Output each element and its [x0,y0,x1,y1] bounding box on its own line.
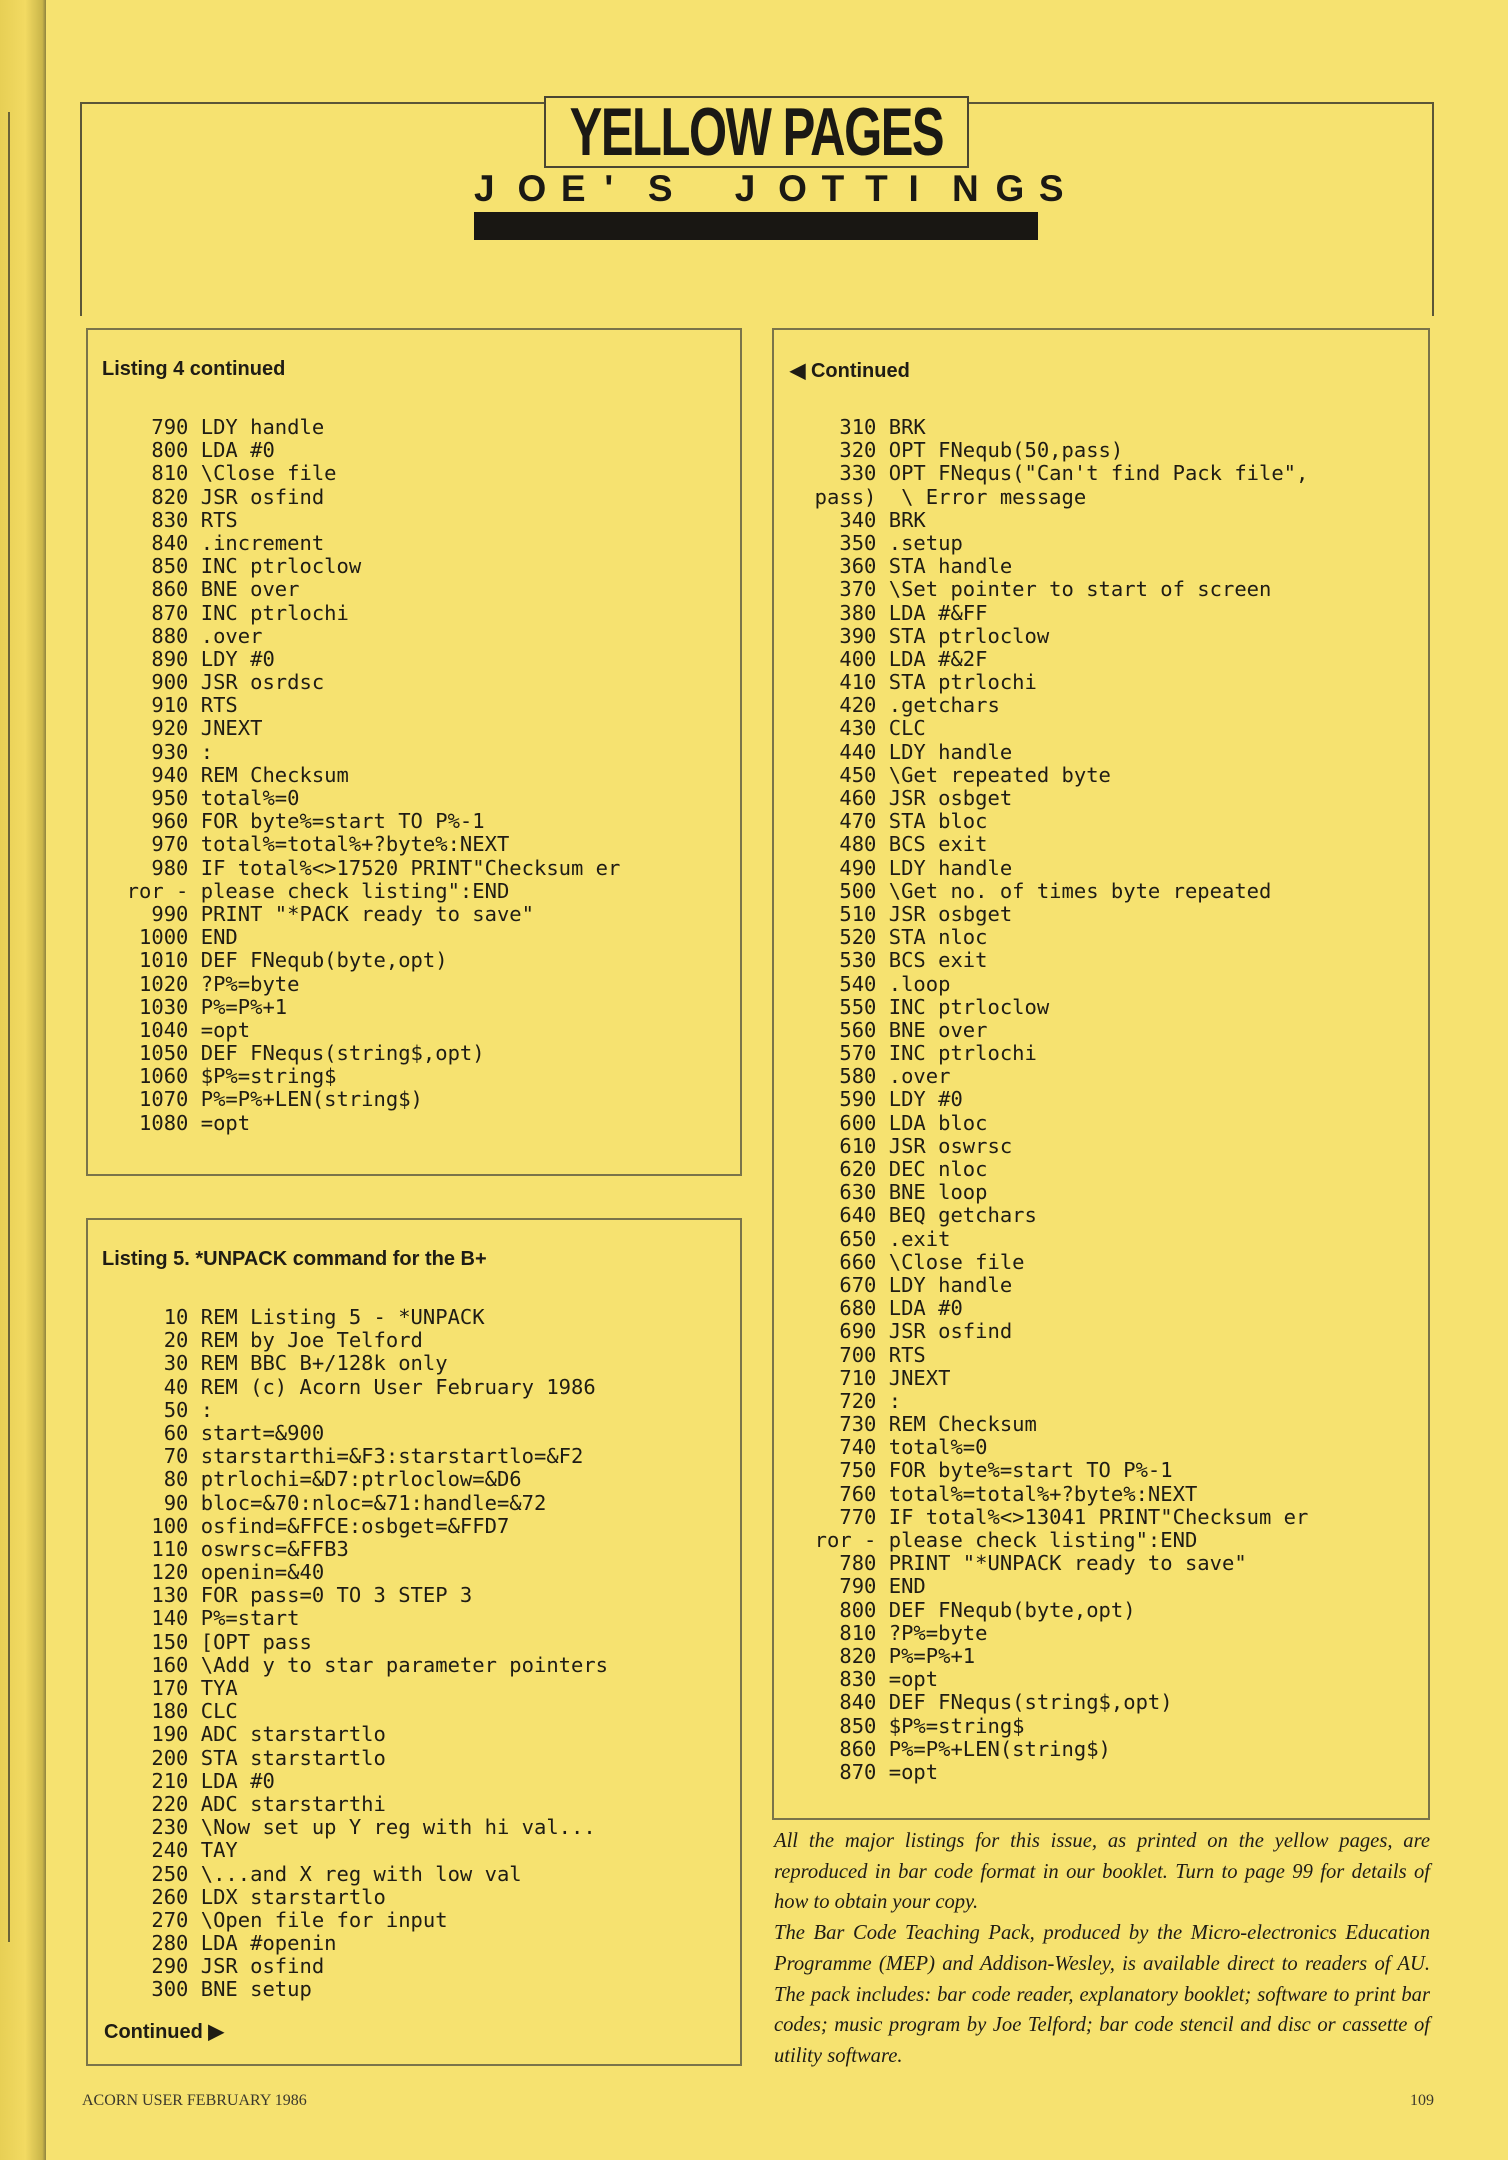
code-line: 960 FOR byte%=start TO P%-1 [102,809,485,834]
code-line: 480 BCS exit [790,832,988,857]
code-line: 710 JNEXT [790,1365,951,1390]
code-line: 840 .increment [102,530,325,555]
code-line: 770 IF total%<>13041 PRINT"Checksum er [790,1504,1309,1529]
code-line: 40 REM (c) Acorn User February 1986 [102,1374,596,1399]
code-line: 160 \Add y to star parameter pointers [102,1652,609,1677]
code-line: 1040 =opt [102,1017,251,1042]
code-line: 300 BNE setup [102,1977,312,2002]
subtitle-letter: S [1038,168,1064,209]
code-line: 790 LDY handle [102,415,325,439]
subtitle-letter: S [647,168,673,209]
code-line: 750 FOR byte%=start TO P%-1 [790,1458,1173,1483]
code-line: 840 DEF FNequs(string$,opt) [790,1690,1173,1715]
code-line: 1070 P%=P%+LEN(string$) [102,1087,423,1112]
code-line: 270 \Open file for input [102,1907,448,1932]
code-line: 250 \...and X reg with low val [102,1861,522,1886]
code-line: 760 total%=total%+?byte%:NEXT [790,1481,1198,1506]
code-line: 740 total%=0 [790,1435,988,1460]
code-line: 810 ?P%=byte [790,1620,988,1645]
code-line: 190 ADC starstartlo [102,1722,386,1747]
code-line: 430 CLC [790,716,926,741]
code-line: 810 \Close file [102,461,337,486]
code-line: 90 bloc=&70:nloc=&71:handle=&72 [102,1490,547,1515]
page-title: YELLOW PAGES [569,94,944,170]
code-line: 310 BRK [790,415,926,439]
code-line: 370 \Set pointer to start of screen [790,577,1272,602]
code-line: 720 : [790,1388,902,1413]
code-line: 830 =opt [790,1667,939,1692]
code-line: 950 total%=0 [102,786,300,810]
code-line: 1060 $P%=string$ [102,1064,337,1089]
code-line: 540 .loop [790,971,951,996]
code-line: 890 LDY #0 [102,646,275,671]
code-line: 820 P%=P%+1 [790,1643,976,1668]
code-line: 1010 DEF FNequb(byte,opt) [102,948,448,973]
subtitle-letter: E [560,168,586,209]
caption-paragraph-2: The Bar Code Teaching Pack, produced by the Micro-electronics Education Programme (MEP) and Addison-Wesley, is available direct to readers of AU. The pack includes: bar code reader, explanatory booklet; software to print bar codes; music program by Joe Telford; bar code stencil and disc or cassette of utility software. [774,1922,1430,2067]
code-line: 100 osfind=&FFCE:osbget=&FFD7 [102,1513,510,1538]
subtitle-letter: O [517,168,547,209]
code-line: 110 oswrsc=&FFB3 [102,1536,349,1561]
subtitle-letter: O [778,168,807,209]
code-line: 150 [OPT pass [102,1629,312,1654]
code-line: ror - please check listing":END [102,878,510,903]
caption-paragraph-1: All the major listings for this issue, as printed on the yellow pages, are reproduced in bar code format in our booklet. Turn to page 99 for details of how to obtain your copy. [774,1830,1430,1914]
code-line: 550 INC ptrloclow [790,994,1050,1019]
code-line: 380 LDA #&FF [790,600,988,625]
footer-publication: ACORN USER FEBRUARY 1986 [82,2092,307,2109]
code-line: 940 REM Checksum [102,762,349,787]
code-line: 490 LDY handle [790,855,1013,880]
code-line: 530 BCS exit [790,948,988,973]
listing-5-code [102,1306,608,2002]
code-line: 400 LDA #&2F [790,646,988,671]
code-line: 640 BEQ getchars [790,1203,1037,1228]
code-line: 790 END [790,1574,926,1599]
title-underline-bar [474,212,1038,240]
code-line: 60 start=&900 [102,1420,325,1445]
barcode-caption [774,1826,1430,2072]
subtitle-letter: G [995,168,1025,209]
code-line: 500 \Get no. of times byte repeated [790,878,1272,903]
listing-4-title: Listing 4 continued [102,358,286,380]
code-line: 390 STA ptrloclow [790,623,1050,648]
code-line: 660 \Close file [790,1249,1025,1274]
code-line: 510 JSR osbget [790,901,1013,926]
code-line: 600 LDA bloc [790,1110,988,1135]
subtitle-letter: J [474,168,495,209]
code-line: 700 RTS [790,1342,926,1367]
code-line: 180 CLC [102,1699,238,1724]
continued-listing-title: ◀ Continued [790,360,910,382]
code-line: 350 .setup [790,530,963,555]
code-line: 900 JSR osrdsc [102,670,325,695]
subtitle-letter: ' [604,168,614,209]
code-line: 470 STA bloc [790,809,988,834]
code-line: 420 .getchars [790,693,1000,718]
code-line: 200 STA starstartlo [102,1745,386,1770]
code-line: 870 =opt [790,1759,939,1784]
code-line: 50 : [102,1397,214,1422]
code-line: 130 FOR pass=0 TO 3 STEP 3 [102,1583,473,1608]
code-line: 460 JSR osbget [790,786,1013,810]
code-line: 990 PRINT "*PACK ready to save" [102,901,534,926]
code-line: 860 P%=P%+LEN(string$) [790,1736,1111,1761]
code-line: 580 .over [790,1064,951,1089]
code-line: pass) \ Error message [790,484,1087,509]
code-line: 800 DEF FNequb(byte,opt) [790,1597,1136,1622]
code-line: 920 JNEXT [102,716,263,741]
code-line: ror - please check listing":END [790,1528,1198,1552]
code-line: 980 IF total%<>17520 PRINT"Checksum er [102,855,621,880]
code-line: 850 $P%=string$ [790,1713,1025,1738]
code-line: 320 OPT FNequb(50,pass) [790,438,1124,463]
code-line: 20 REM by Joe Telford [102,1328,423,1353]
code-line: 850 INC ptrloclow [102,554,362,579]
page-number: 109 [1410,2092,1434,2109]
code-line: 610 JSR oswrsc [790,1133,1013,1158]
code-line: 140 P%=start [102,1606,300,1631]
code-line: 260 LDX starstartlo [102,1884,386,1909]
code-line: 210 LDA #0 [102,1768,275,1793]
code-line: 830 RTS [102,507,238,532]
code-line: 220 ADC starstarthi [102,1791,386,1816]
code-line: 820 JSR osfind [102,484,325,509]
code-line: 1080 =opt [102,1110,251,1135]
code-line: 10 REM Listing 5 - *UNPACK [102,1305,485,1329]
code-line: 870 INC ptrlochi [102,600,349,625]
code-line: 1020 ?P%=byte [102,971,300,996]
code-line: 680 LDA #0 [790,1296,963,1321]
code-line: 70 starstarthi=&F3:starstartlo=&F2 [102,1444,584,1469]
code-line: 1050 DEF FNequs(string$,opt) [102,1041,485,1066]
code-line: 690 JSR osfind [790,1319,1013,1344]
code-line: 590 LDY #0 [790,1087,963,1112]
code-line: 1000 END [102,925,238,950]
subtitle-letter: T [865,168,888,209]
facing-page-edge [0,112,10,1942]
masthead-box [544,96,969,168]
code-line: 860 BNE over [102,577,300,602]
code-line: 670 LDY handle [790,1272,1013,1297]
code-line: 650 .exit [790,1226,951,1251]
subtitle-letter: I [908,168,919,209]
subtitle-letter: N [951,168,979,209]
code-line: 410 STA ptrlochi [790,670,1037,695]
code-line: 340 BRK [790,507,926,532]
subtitle-letter: T [821,168,845,209]
code-line: 360 STA handle [790,554,1013,579]
listing-4-code [102,416,620,1135]
code-line: 80 ptrlochi=&D7:ptrloclow=&D6 [102,1467,522,1492]
code-line: 330 OPT FNequs("Can't find Pack file", [790,461,1309,486]
code-line: 910 RTS [102,693,238,718]
code-line: 290 JSR osfind [102,1954,325,1979]
subtitle-letter: J [734,168,756,209]
code-line: 800 LDA #0 [102,438,275,463]
code-line: 730 REM Checksum [790,1412,1037,1437]
code-line: 930 : [102,739,214,764]
code-line: 1030 P%=P%+1 [102,994,288,1019]
code-line: 240 TAY [102,1838,238,1863]
code-line: 620 DEC nloc [790,1157,988,1181]
continued-listing-code [790,416,1308,1784]
code-line: 450 \Get repeated byte [790,762,1111,787]
listing-5-title: Listing 5. *UNPACK command for the B+ [102,1248,487,1270]
code-line: 230 \Now set up Y reg with hi val... [102,1815,596,1840]
code-line: 170 TYA [102,1676,238,1700]
code-line: 970 total%=total%+?byte%:NEXT [102,832,510,857]
code-line: 880 .over [102,623,263,648]
code-line: 560 BNE over [790,1017,988,1042]
code-line: 570 INC ptrlochi [790,1041,1037,1066]
column-title [474,166,1064,212]
code-line: 30 REM BBC B+/128k only [102,1351,448,1376]
code-line: 440 LDY handle [790,739,1013,764]
code-line: 780 PRINT "*UNPACK ready to save" [790,1551,1247,1576]
continued-next-label: Continued ▶ [104,2021,224,2043]
code-line: 520 STA nloc [790,925,988,950]
code-line: 120 openin=&40 [102,1560,325,1585]
code-line: 630 BNE loop [790,1180,988,1205]
code-line: 280 LDA #openin [102,1931,337,1956]
